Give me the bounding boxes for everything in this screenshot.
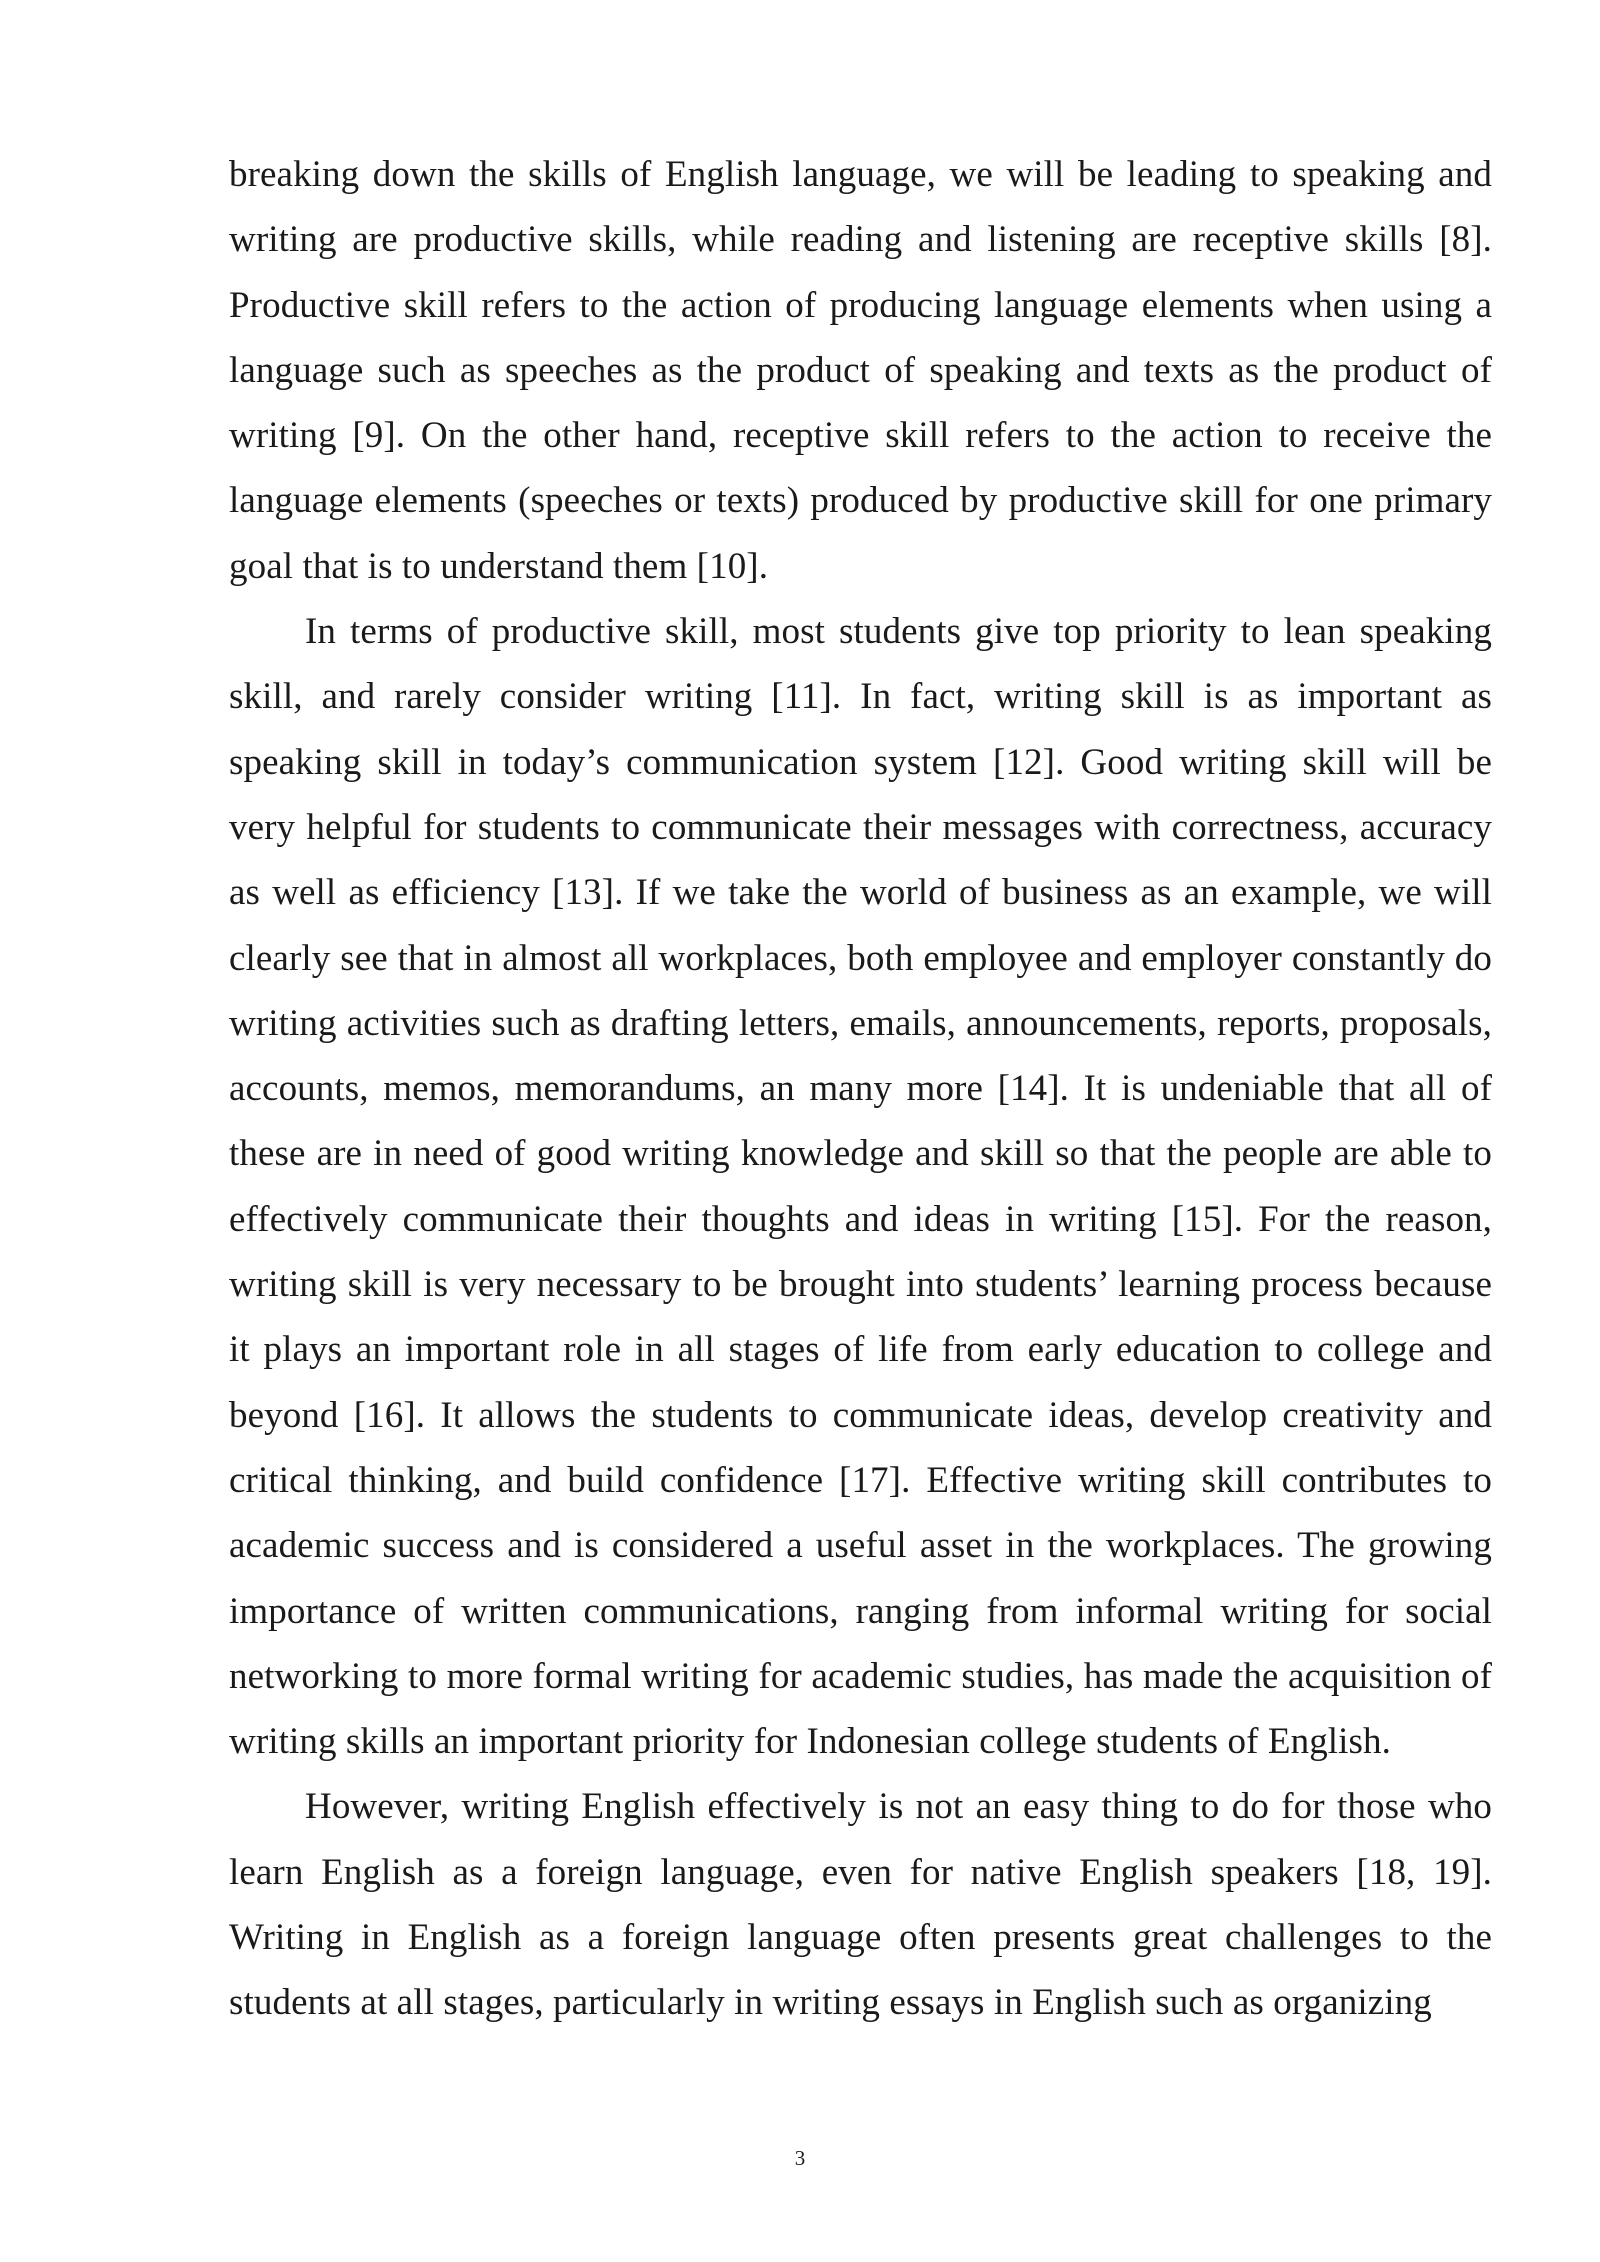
body-text (229, 142, 1492, 2036)
paragraph-continuation: breaking down the skills of English language, we will be leading to speaking and writing are productive skills, while reading and listening are receptive skills [8]. Productive skill refers to the action of producing language elements when using a language such as speeches as the product of speaking and texts as the product of writing [9]. On the other hand, receptive skill refers to the action to receive the language elements (speeches or texts) produced by productive skill for one primary goal that is to understand them [10]. (229, 154, 1492, 587)
page-number: 3 (794, 2146, 806, 2170)
paragraph-productive-skill: In terms of productive skill, most students give top priority to lean speaking skill, and rarely consider writing [11]. In fact, writing skill is as important as speaking skill in today’s communication system [12]. Good writing skill will be very helpful for students to communicate their messages with correctness, accuracy as well as efficiency [13]. If we take the world of business as an example, we will clearly see that in almost all workplaces, both employee and employer constantly do writing activities such as drafting letters, emails, announcements, reports, proposals, accounts, memos, memorandums, an many more [14]. It is undeniable that all of these are in need of good writing knowledge and skill so that the people are able to effectively communicate their thoughts and ideas in writing [15]. For the reason, writing skill is very necessary to be brought into students’ learning process because it plays an important role in all stages of life from early education to college and beyond [16]. It allows the students to communicate ideas, develop creativity and critical thinking, and build confidence [17]. Effective writing skill contributes to academic success and is considered a useful asset in the workplaces. The growing importance of written communications, ranging from informal writing for social networking to more formal writing for academic studies, has made the acquisition of writing skills an important priority for Indonesian college students of English. (229, 611, 1492, 1763)
paragraph-writing-challenges: However, writing English effectively is not an easy thing to do for those who learn English as a foreign language, even for native English speakers [18, 19]. Writing in English as a foreign language often presents great challenges to the students at all stages, particularly in writing essays in English such as organizing (229, 1786, 1492, 2024)
